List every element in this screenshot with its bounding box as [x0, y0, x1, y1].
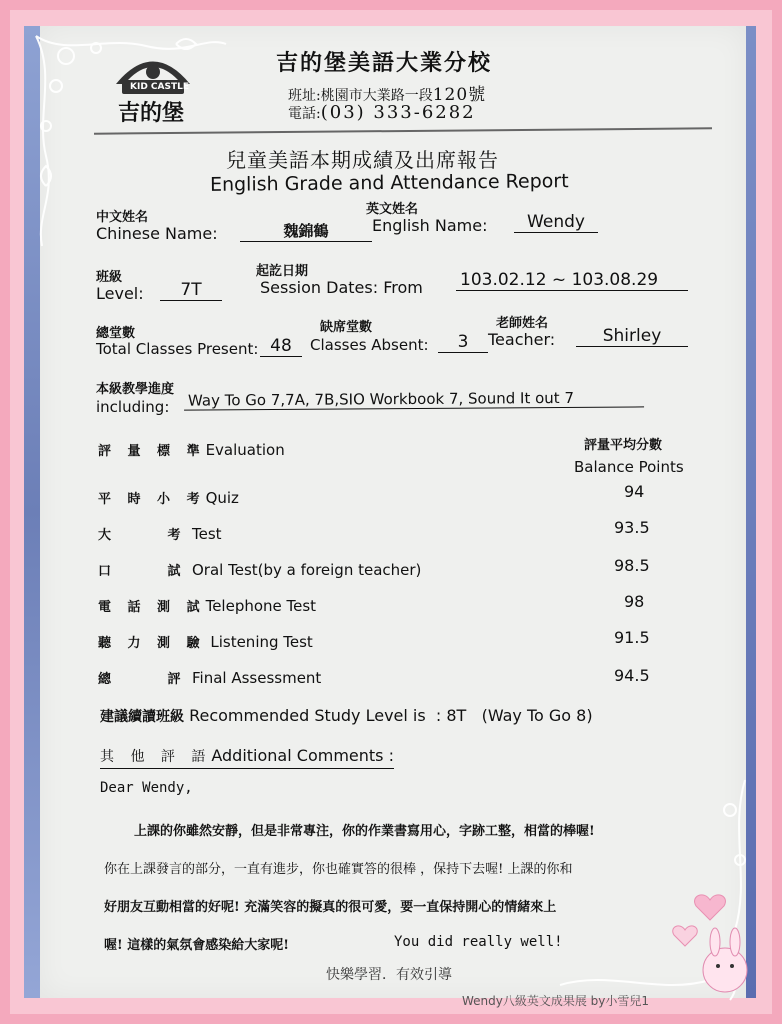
points-label: Balance Points	[574, 458, 684, 476]
session-dates-value: 103.02.12 ~ 103.08.29	[456, 270, 688, 291]
present-zh-label: 總堂數	[96, 326, 136, 341]
session-label: Session Dates: From	[260, 278, 423, 297]
teacher-label: Teacher:	[488, 330, 556, 349]
level-label: Level:	[96, 284, 144, 303]
report-title-chinese: 兒童美語本期成績及出席報告	[226, 148, 499, 172]
eval-row-listening: 聽 力 測 驗 Listening Test	[98, 633, 313, 651]
eval-row-oral: 口 試 Oral Test(by a foreign teacher)	[98, 561, 422, 579]
score-listening: 91.5	[614, 628, 650, 647]
comments-header: 其 他 評 語Additional Comments :	[100, 746, 394, 769]
level-value: 7T	[160, 280, 222, 301]
comment-line-4: 喔! 這樣的氣氛會感染給大家呢!	[104, 938, 289, 953]
comment-line-2: 你在上課發言的部分，一直有進步，你也確實答的很棒 ，保持下去喔! 上課的你和	[104, 862, 573, 877]
eval-row-quiz: 平 時 小 考Quiz	[98, 489, 239, 507]
progress-value: Way To Go 7,7A, 7B,SIO Workbook 7, Sound It out 7	[184, 388, 644, 410]
score-test: 93.5	[614, 518, 650, 537]
chinese-name-zh-label: 中文姓名	[96, 210, 149, 225]
teacher-value: Shirley	[576, 326, 688, 347]
chinese-name-value: 魏錦鶴	[240, 220, 372, 242]
score-oral: 98.5	[614, 556, 650, 575]
footer-slogan: 快樂學習．有效引導	[326, 967, 452, 983]
kid-castle-logo	[108, 44, 198, 128]
english-name-zh-label: 英文姓名	[366, 202, 419, 217]
school-address: 班址:桃園市大業路一段120號	[288, 85, 487, 105]
present-label: Total Classes Present:	[96, 340, 259, 358]
logo-text: KID CASTLE	[130, 82, 190, 92]
progress-zh-label: 本級教學進度	[96, 382, 175, 397]
evaluation-header: 評 量 標 準Evaluation	[98, 441, 285, 459]
comment-line-1: 上課的你雖然安靜，但是非常專注，你的作業書寫用心，字跡工整，相當的棒喔!	[134, 824, 595, 839]
absent-label: Classes Absent:	[310, 336, 429, 354]
score-telephone: 98	[624, 592, 645, 611]
heart-icon	[695, 895, 726, 920]
logo-chinese: 吉的堡	[118, 100, 185, 126]
chinese-name-label: Chinese Name:	[96, 224, 218, 243]
english-name-label: English Name:	[372, 216, 488, 235]
absent-value: 3	[438, 332, 488, 353]
present-value: 48	[260, 336, 302, 357]
comment-line-3: 好朋友互動相當的好呢! 充滿笑容的擬真的很可愛，要一直保持開心的情緒來上	[104, 900, 557, 915]
corner-flourish-bottom-right	[550, 770, 760, 1010]
score-quiz: 94	[624, 482, 645, 501]
progress-label: including:	[96, 398, 170, 416]
comment-closing: You did really well!	[394, 934, 563, 950]
blog-watermark: Wendy八級英文成果展 by小雪兒1	[462, 994, 650, 1008]
eval-row-final: 總 評 Final Assessment	[98, 669, 322, 687]
absent-zh-label: 缺席堂數	[320, 320, 373, 335]
school-phone: 電話:(03) 333-6282	[288, 102, 476, 123]
points-zh-label: 評量平均分數	[584, 438, 663, 453]
school-name: 吉的堡美語大業分校	[276, 50, 493, 76]
report-title-english: English Grade and Attendance Report	[209, 170, 569, 196]
teacher-zh-label: 老師姓名	[496, 316, 549, 331]
comment-salutation: Dear Wendy,	[100, 780, 193, 796]
session-zh-label: 起訖日期	[256, 264, 309, 279]
level-zh-label: 班級	[96, 270, 123, 285]
eval-row-telephone: 電 話 測 試Telephone Test	[98, 597, 317, 615]
recommended-level: 建議續讀班級 Recommended Study Level is : 8T (Way To Go 8)	[100, 706, 593, 725]
english-name-value: Wendy	[514, 212, 598, 233]
score-final: 94.5	[614, 666, 650, 685]
eval-row-test: 大 考 Test	[98, 525, 222, 543]
